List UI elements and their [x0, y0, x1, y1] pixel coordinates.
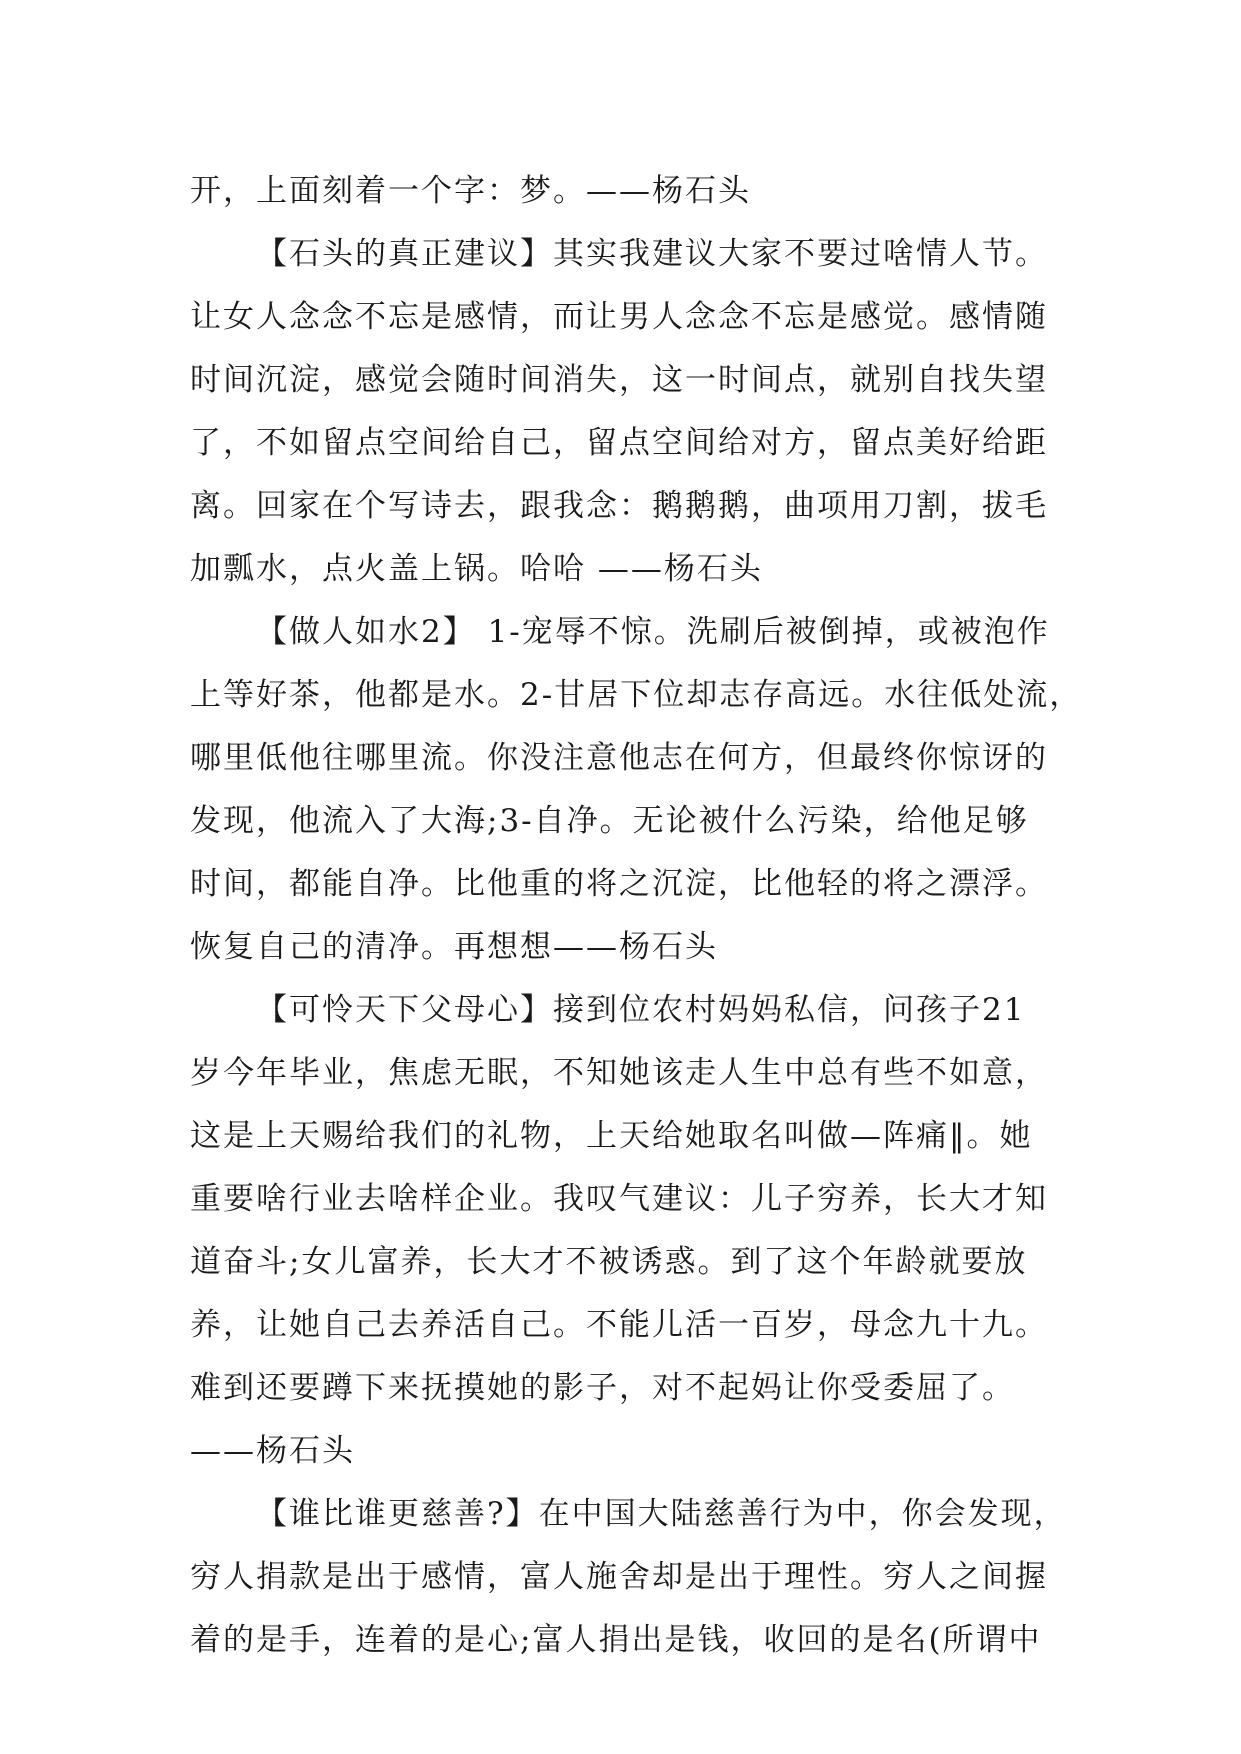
text-line: 加瓢水，点火盖上锅。哈哈 ——杨石头 [190, 551, 763, 587]
text-line: ——杨石头 [190, 1433, 355, 1469]
text-line: 恢复自己的清净。再想想——杨石头 [190, 929, 718, 965]
paragraph-start-line: 【做人如水2】 1-宠辱不惊。洗刷后被倒掉，或被泡作 [256, 614, 1050, 650]
text-line: 岁今年毕业，焦虑无眠，不知她该走人生中总有些不如意， [190, 1055, 1048, 1091]
text-line: 道奋斗;女儿富养，长大才不被诱惑。到了这个年龄就要放 [190, 1244, 1028, 1280]
paragraph-start-line: 【石头的真正建议】其实我建议大家不要过啥情人节。 [256, 236, 1048, 272]
text-line: 重要啥行业去啥样企业。我叹气建议：儿子穷养，长大才知 [190, 1181, 1048, 1217]
text-line: 这是上天赐给我们的礼物，上天给她取名叫做—阵痛‖。她 [190, 1118, 1033, 1154]
text-line: 穷人捐款是出于感情，富人施舍却是出于理性。穷人之间握 [190, 1559, 1048, 1595]
paragraph-start-line: 【可怜天下父母心】接到位农村妈妈私信，问孩子21 [256, 992, 1026, 1028]
text-line: 着的是手，连着的是心;富人捐出是钱，收回的是名(所谓中 [190, 1622, 1042, 1658]
paragraph-start-line: 【谁比谁更慈善?】在中国大陆慈善行为中，你会发现， [256, 1496, 1067, 1532]
text-line: 难到还要蹲下来抚摸她的影子，对不起妈让你受委屈了。 [190, 1370, 1015, 1406]
text-line: 了，不如留点空间给自己，留点空间给对方，留点美好给距 [190, 425, 1048, 461]
text-line: 让女人念念不忘是感情，而让男人念念不忘是感觉。感情随 [190, 299, 1048, 335]
text-line: 上等好茶，他都是水。2-甘居下位却志存高远。水往低处流， [190, 677, 1083, 713]
text-line: 时间，都能自净。比他重的将之沉淀，比他轻的将之漂浮。 [190, 866, 1048, 902]
text-line: 离。回家在个写诗去，跟我念：鹅鹅鹅，曲项用刀割，拔毛 [190, 488, 1048, 524]
text-line: 时间沉淀，感觉会随时间消失，这一时间点，就别自找失望 [190, 362, 1048, 398]
text-line: 开，上面刻着一个字：梦。——杨石头 [190, 173, 751, 209]
document-body [190, 160, 1083, 1672]
text-line: 哪里低他往哪里流。你没注意他志在何方，但最终你惊讶的 [190, 740, 1048, 776]
text-line: 发现，他流入了大海;3-自净。无论被什么污染，给他足够 [190, 803, 1029, 839]
text-line: 养，让她自己去养活自己。不能儿活一百岁，母念九十九。 [190, 1307, 1048, 1343]
